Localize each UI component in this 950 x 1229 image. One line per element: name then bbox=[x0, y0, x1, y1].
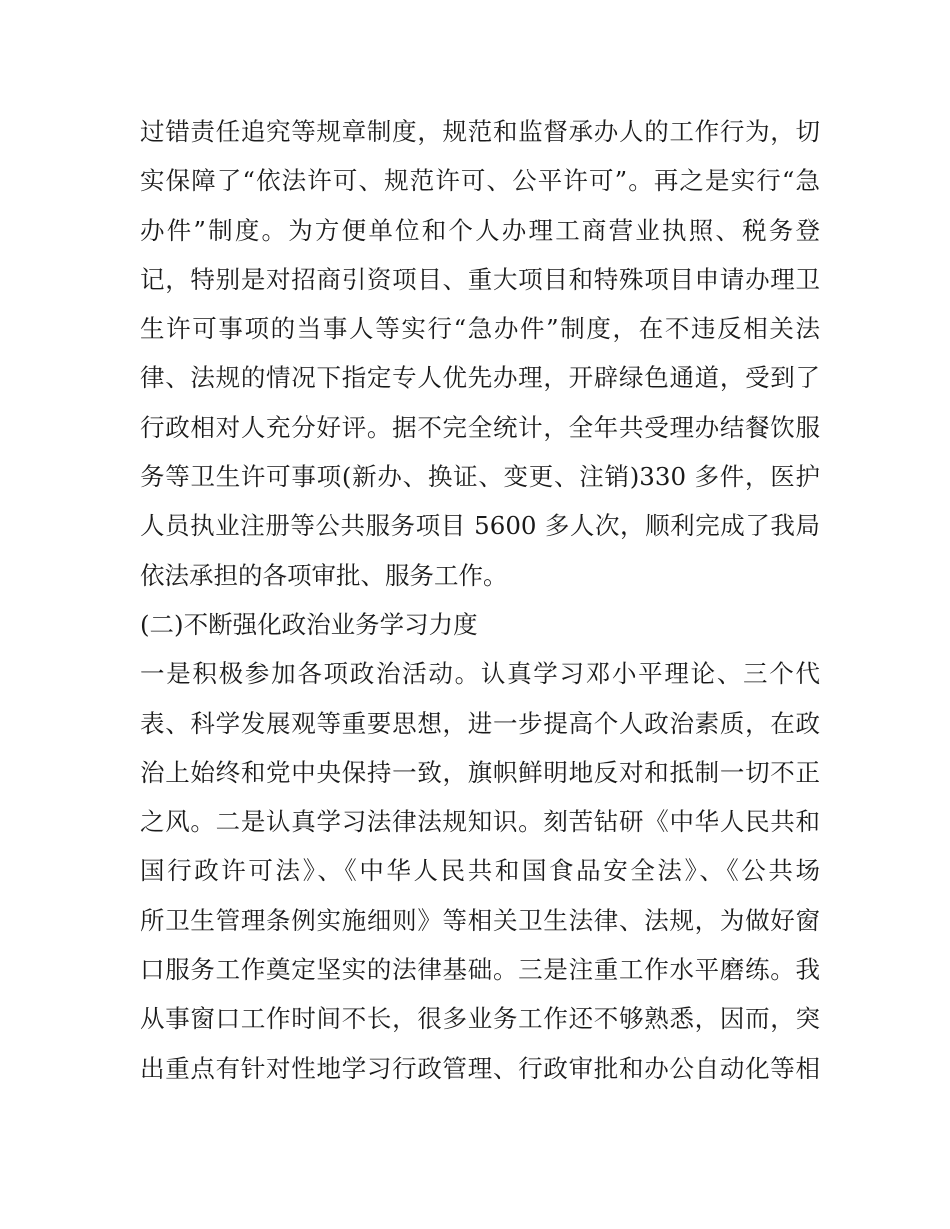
text-line: 口服务工作奠定坚实的法律基础。三是注重工作水平磨练。我 bbox=[140, 955, 820, 985]
text-line: 律、法规的情况下指定专人优先办理，开辟绿色通道，受到了 bbox=[140, 363, 820, 393]
text-line: 办件”制度。为方便单位和个人办理工商营业执照、税务登 bbox=[140, 215, 820, 245]
text-line: 实保障了“依法许可、规范许可、公平许可”。再之是实行“急 bbox=[140, 166, 820, 196]
text-line: 记，特别是对招商引资项目、重大项目和特殊项目申请办理卫 bbox=[140, 264, 820, 294]
text-line: 行政相对人充分好评。据不完全统计，全年共受理办结餐饮服 bbox=[140, 412, 820, 442]
text-line: 从事窗口工作时间不长，很多业务工作还不够熟悉，因而，突 bbox=[140, 1004, 820, 1034]
document-body bbox=[140, 107, 820, 1093]
text-line: 国行政许可法》、《中华人民共和国食品安全法》、《公共场 bbox=[140, 856, 820, 886]
text-line: 所卫生管理条例实施细则》等相关卫生法律、法规，为做好窗 bbox=[140, 905, 820, 935]
text-line: 之风。二是认真学习法律法规知识。刻苦钻研《中华人民共和 bbox=[140, 807, 820, 837]
text-line: 人员执业注册等公共服务项目 5600 多人次，顺利完成了我局 bbox=[140, 511, 820, 541]
text-line: 治上始终和党中央保持一致，旗帜鲜明地反对和抵制一切不正 bbox=[140, 757, 820, 787]
text-line: 生许可事项的当事人等实行“急办件”制度，在不违反相关法 bbox=[140, 314, 820, 344]
text-line: 务等卫生许可事项(新办、换证、变更、注销)330 多件，医护 bbox=[140, 462, 820, 492]
text-line: 表、科学发展观等重要思想，进一步提高个人政治素质，在政 bbox=[140, 708, 820, 738]
paragraph-end-line: 依法承担的各项审批、服务工作。 bbox=[140, 560, 508, 590]
text-line: 过错责任追究等规章制度，规范和监督承办人的工作行为，切 bbox=[140, 117, 820, 146]
section-heading: (二)不断强化政治业务学习力度 bbox=[140, 609, 478, 639]
text-line: 一是积极参加各项政治活动。认真学习邓小平理论、三个代 bbox=[140, 659, 820, 689]
text-line: 出重点有针对性地学习行政管理、行政审批和办公自动化等相 bbox=[140, 1053, 820, 1083]
